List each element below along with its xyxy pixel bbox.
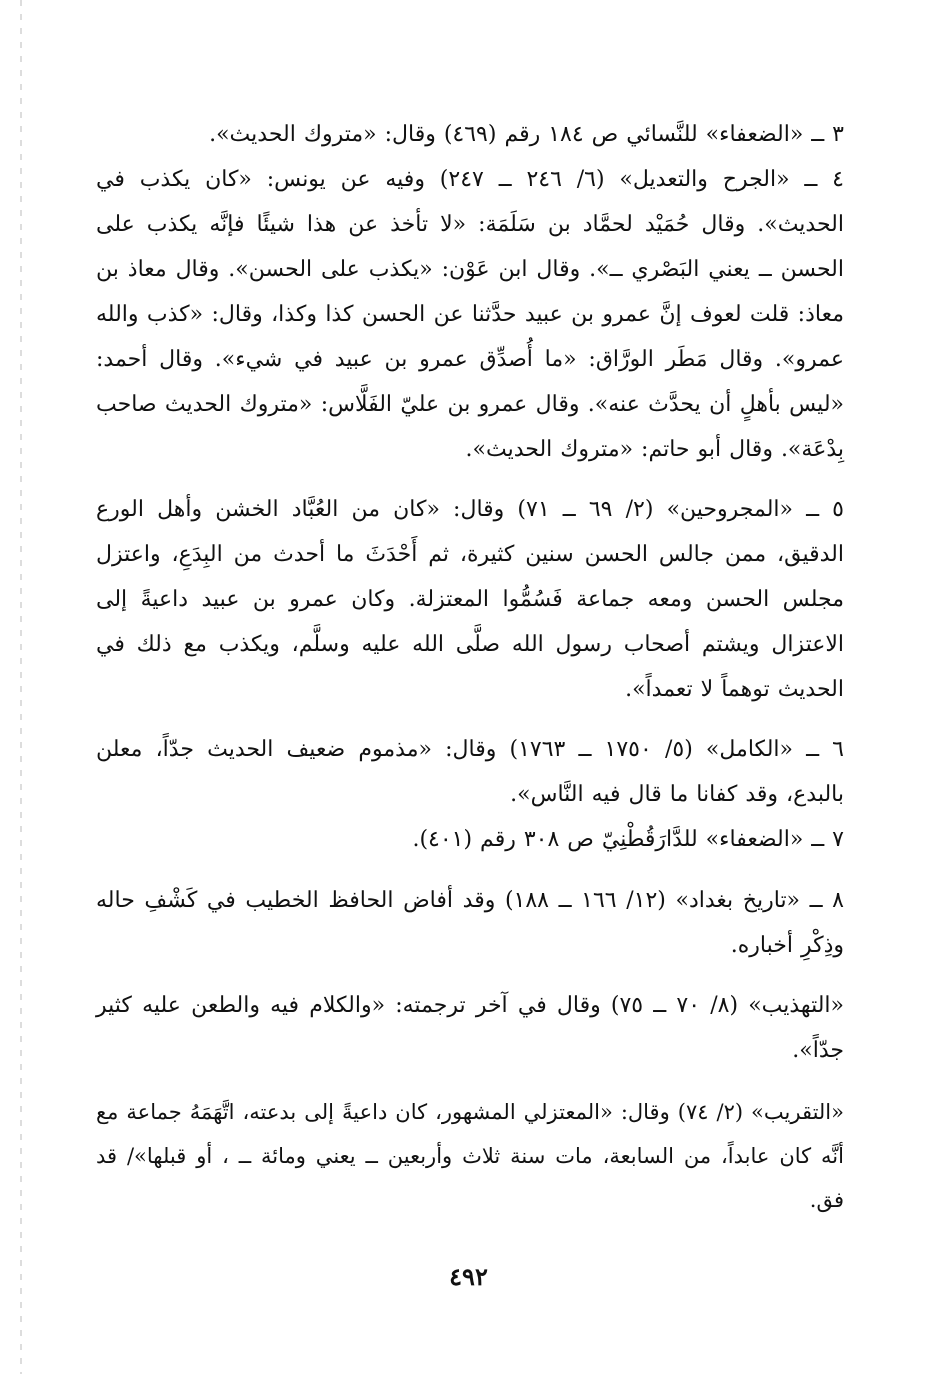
footnote-7 (96, 817, 844, 862)
footnote-4-text: ٤ ــ «الجرح والتعديل» (٦/ ٢٤٦ ــ ٢٤٧) وفيه عن يونس: «كان يكذب في الحديث». وقال حُمَيْد لحمَّاد بن سَلَمَة: «لا تأخذ عن هذا شيئًا فإنَّه يكذب على الحسن ــ يعني البَصْري ــ». وقال ابن عَوْن: «يكذب على الحسن». وقال معاذ بن معاذ: قلت لعوف إنَّ عمرو بن عبيد حدَّثنا عن الحسن كذا وكذا، وقال: «كذب والله عمرو». وقال مَطَر الورَّاق: «ما أُصدِّق عمرو بن عبيد في شيء». وقال أحمد: «ليس بأهلٍ أن يحدَّث عنه». وقال عمرو بن عليّ الفَلَّاس: «متروك الحديث صاحب بِدْعَة». وقال أبو حاتم: «متروك الحديث». (96, 167, 844, 462)
footnote-8 (96, 878, 844, 968)
footnote-3-text: ٣ ــ «الضعفاء» للنَّسائي ص ١٨٤ رقم (٤٦٩) وقال: «متروك الحديث». (209, 122, 844, 147)
page-number: ٤٩٢ (449, 1262, 488, 1291)
tahdhib-note-text: «التهذيب» (٨/ ٧٠ ــ ٧٥) وقال في آخر ترجمته: «والكلام فيه والطعن عليه كثير جدّاً». (96, 993, 844, 1063)
footnote-5 (96, 487, 844, 712)
footnote-3 (96, 112, 844, 157)
footnote-8-text: ٨ ــ «تاريخ بغداد» (١٢/ ١٦٦ ــ ١٨٨) وقد أفاض الحافظ الخطيب في كَشْفِ حاله وذِكْرِ أخباره. (96, 888, 844, 958)
page-edge-mark (20, 0, 22, 1374)
footnote-6 (96, 727, 844, 817)
footnote-5-text: ٥ ــ «المجروحين» (٢/ ٦٩ ــ ٧١) وقال: «كان من العُبَّاد الخشن وأهل الورع الدقيق، ممن جالس الحسن سنين كثيرة، ثم أَحْدَثَ ما أحدث من البِدَعِ، واعتزل مجلس الحسن ومعه جماعة فَسُمُّوا المعتزلة. وكان عمرو بن عبيد داعيةً إلى الاعتزال ويشتم أصحاب رسول الله صلَّى الله عليه وسلَّم، ويكذب مع ذلك في الحديث توهماً لا تعمداً». (96, 497, 844, 702)
taqrib-note-text: «التقريب» (٢/ ٧٤) وقال: «المعتزلي المشهور، كان داعيةً إلى بدعته، اتَّهَمَهُ جماعة مع أنَّه كان عابداً، من السابعة، مات سنة ثلاث وأربعين ــ يعني ومائة ــ ، أو قبلها»/ قد فق. (96, 1100, 844, 1212)
footnote-7-text: ٧ ــ «الضعفاء» للدَّارَقُطْنِيّ ص ٣٠٨ رقم (٤٠١). (412, 827, 844, 852)
footnote-6-text: ٦ ــ «الكامل» (٥/ ١٧٥٠ ــ ١٧٦٣) وقال: «مذموم ضعيف الحديث جدّاً، معلن بالبدع، وقد كفانا ما قال فيه النَّاس». (96, 737, 844, 807)
taqrib-note (96, 1090, 844, 1222)
tahdhib-note (96, 983, 844, 1073)
footnote-4 (96, 157, 844, 472)
